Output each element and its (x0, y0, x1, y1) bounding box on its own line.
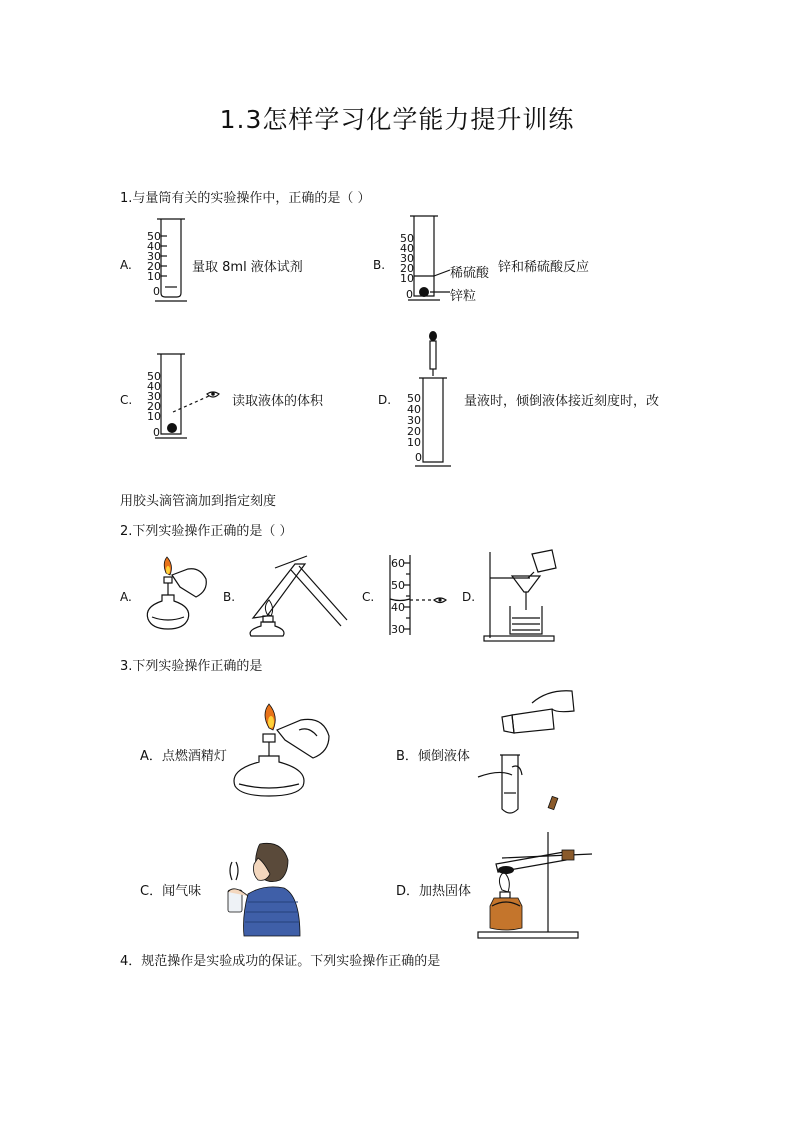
svg-text:10: 10 (147, 410, 161, 423)
q1-b-label-zinc: 锌粒 (450, 289, 477, 304)
q1-option-d-caption: 量液时，倾倒液体接近刻度时，改 (464, 394, 660, 409)
svg-text:20: 20 (147, 400, 161, 413)
q1-option-b-caption: 锌和稀硫酸反应 (498, 260, 590, 275)
q1-d-cylinder-dropper-figure (403, 330, 463, 470)
q1-option-a-caption: 量取 8ml 液体试剂 (192, 260, 303, 275)
q2-option-a-letter: A. (120, 590, 132, 604)
question-2-stem: 2.下列实验操作正确的是（ ） (120, 524, 293, 539)
svg-text:50: 50 (147, 370, 161, 383)
svg-text:0: 0 (153, 426, 160, 439)
q1-option-b-letter: B. (373, 258, 386, 272)
svg-text:0: 0 (153, 285, 160, 298)
svg-text:10: 10 (147, 270, 161, 283)
question-1-stem: 1.与量筒有关的实验操作中，正确的是（ ） (120, 191, 371, 206)
svg-text:30: 30 (147, 250, 161, 263)
q1-a-cylinder-figure (145, 215, 195, 307)
svg-text:40: 40 (400, 242, 414, 255)
svg-text:10: 10 (400, 272, 414, 285)
q2-a-alcohol-lamp-figure (140, 555, 215, 635)
q1-option-c-caption: 读取液体的体积 (232, 394, 324, 409)
q1-option-d-letter: D. (378, 393, 392, 407)
svg-text:60: 60 (391, 557, 405, 570)
q3-c-smelling-figure (218, 840, 303, 940)
q1-b-cylinder-figure (398, 212, 448, 304)
q2-option-b-letter: B. (223, 590, 236, 604)
q2-c-cylinder-reading-figure (380, 553, 455, 638)
q2-b-heating-tube-figure (245, 550, 355, 640)
svg-text:50: 50 (147, 230, 161, 243)
svg-text:0: 0 (406, 288, 413, 301)
svg-text:40: 40 (391, 601, 405, 614)
svg-text:0: 0 (415, 451, 422, 464)
q3-d-heating-solid-figure (472, 828, 597, 943)
q3-a-alcohol-lamp-figure (225, 700, 340, 800)
svg-text:30: 30 (400, 252, 414, 265)
svg-text:50: 50 (407, 392, 421, 405)
svg-text:10: 10 (407, 436, 421, 449)
svg-text:30: 30 (147, 390, 161, 403)
svg-text:20: 20 (407, 425, 421, 438)
svg-text:50: 50 (391, 579, 405, 592)
q1-option-a-letter: A. (120, 258, 132, 272)
q3-option-b: B．倾倒液体 (396, 749, 470, 764)
q1-option-d-continuation: 用胶头滴管滴加到指定刻度 (120, 494, 277, 509)
svg-text:50: 50 (400, 232, 414, 245)
q1-c-cylinder-figure (145, 350, 230, 442)
svg-text:40: 40 (147, 380, 161, 393)
question-4-stem: 4．规范操作是实验成功的保证。下列实验操作正确的是 (120, 954, 441, 969)
page-title: 1.3怎样学习化学能力提升训练 (219, 105, 575, 134)
svg-text:40: 40 (407, 403, 421, 416)
svg-text:40: 40 (147, 240, 161, 253)
q3-option-a: A．点燃酒精灯 (140, 749, 227, 764)
svg-text:20: 20 (400, 262, 414, 275)
q3-option-d: D．加热固体 (396, 884, 472, 899)
q2-option-c-letter: C. (362, 590, 375, 604)
q1-b-label-acid: 稀硫酸 (450, 266, 490, 281)
q3-option-c: C．闻气味 (140, 884, 202, 899)
question-3-stem: 3.下列实验操作正确的是 (120, 659, 263, 674)
svg-text:30: 30 (407, 414, 421, 427)
q1-option-c-letter: C. (120, 393, 133, 407)
svg-text:30: 30 (391, 623, 405, 636)
q2-option-d-letter: D. (462, 590, 476, 604)
q3-b-pouring-liquid-figure (472, 685, 582, 820)
q2-d-filtration-figure (480, 548, 565, 643)
svg-text:20: 20 (147, 260, 161, 273)
